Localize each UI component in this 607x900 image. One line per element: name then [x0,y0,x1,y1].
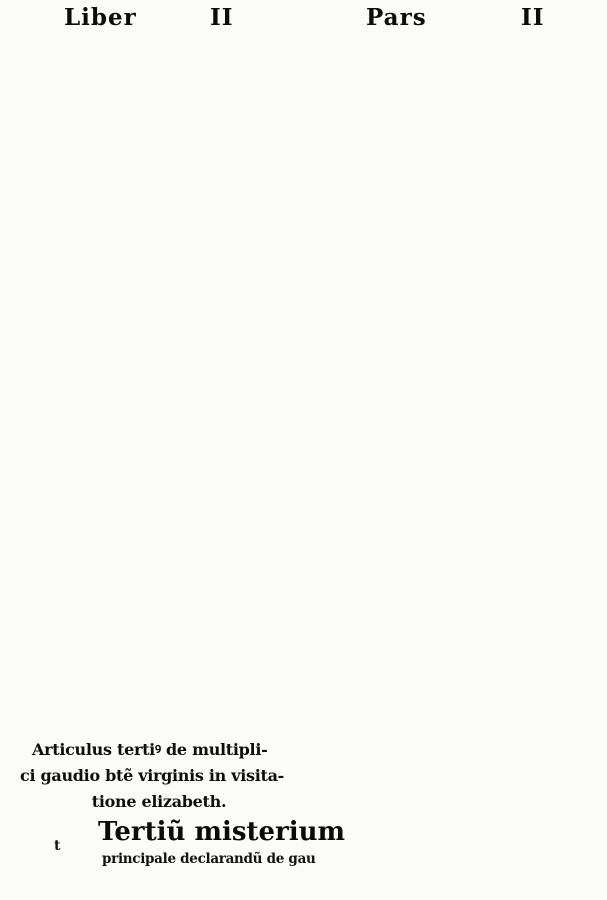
folio-right: II [521,4,545,31]
left-text-column [20,40,346,869]
article-heading: Articulus tertiꝰ de multipli- [32,740,268,759]
running-head-left: Liber [64,4,137,31]
section-title: Tertiũ misterium [98,817,346,847]
article-heading: tione elizabeth. [91,792,227,811]
section-subtitle: principale declarandũ de gau [102,851,316,867]
folio-left: II [210,4,234,31]
running-head-right: Pars [366,4,427,31]
left-column-body [20,40,298,737]
article-heading: ci gaudio btẽ virginis in visita- [20,766,285,785]
signature-mark: t [54,838,61,854]
